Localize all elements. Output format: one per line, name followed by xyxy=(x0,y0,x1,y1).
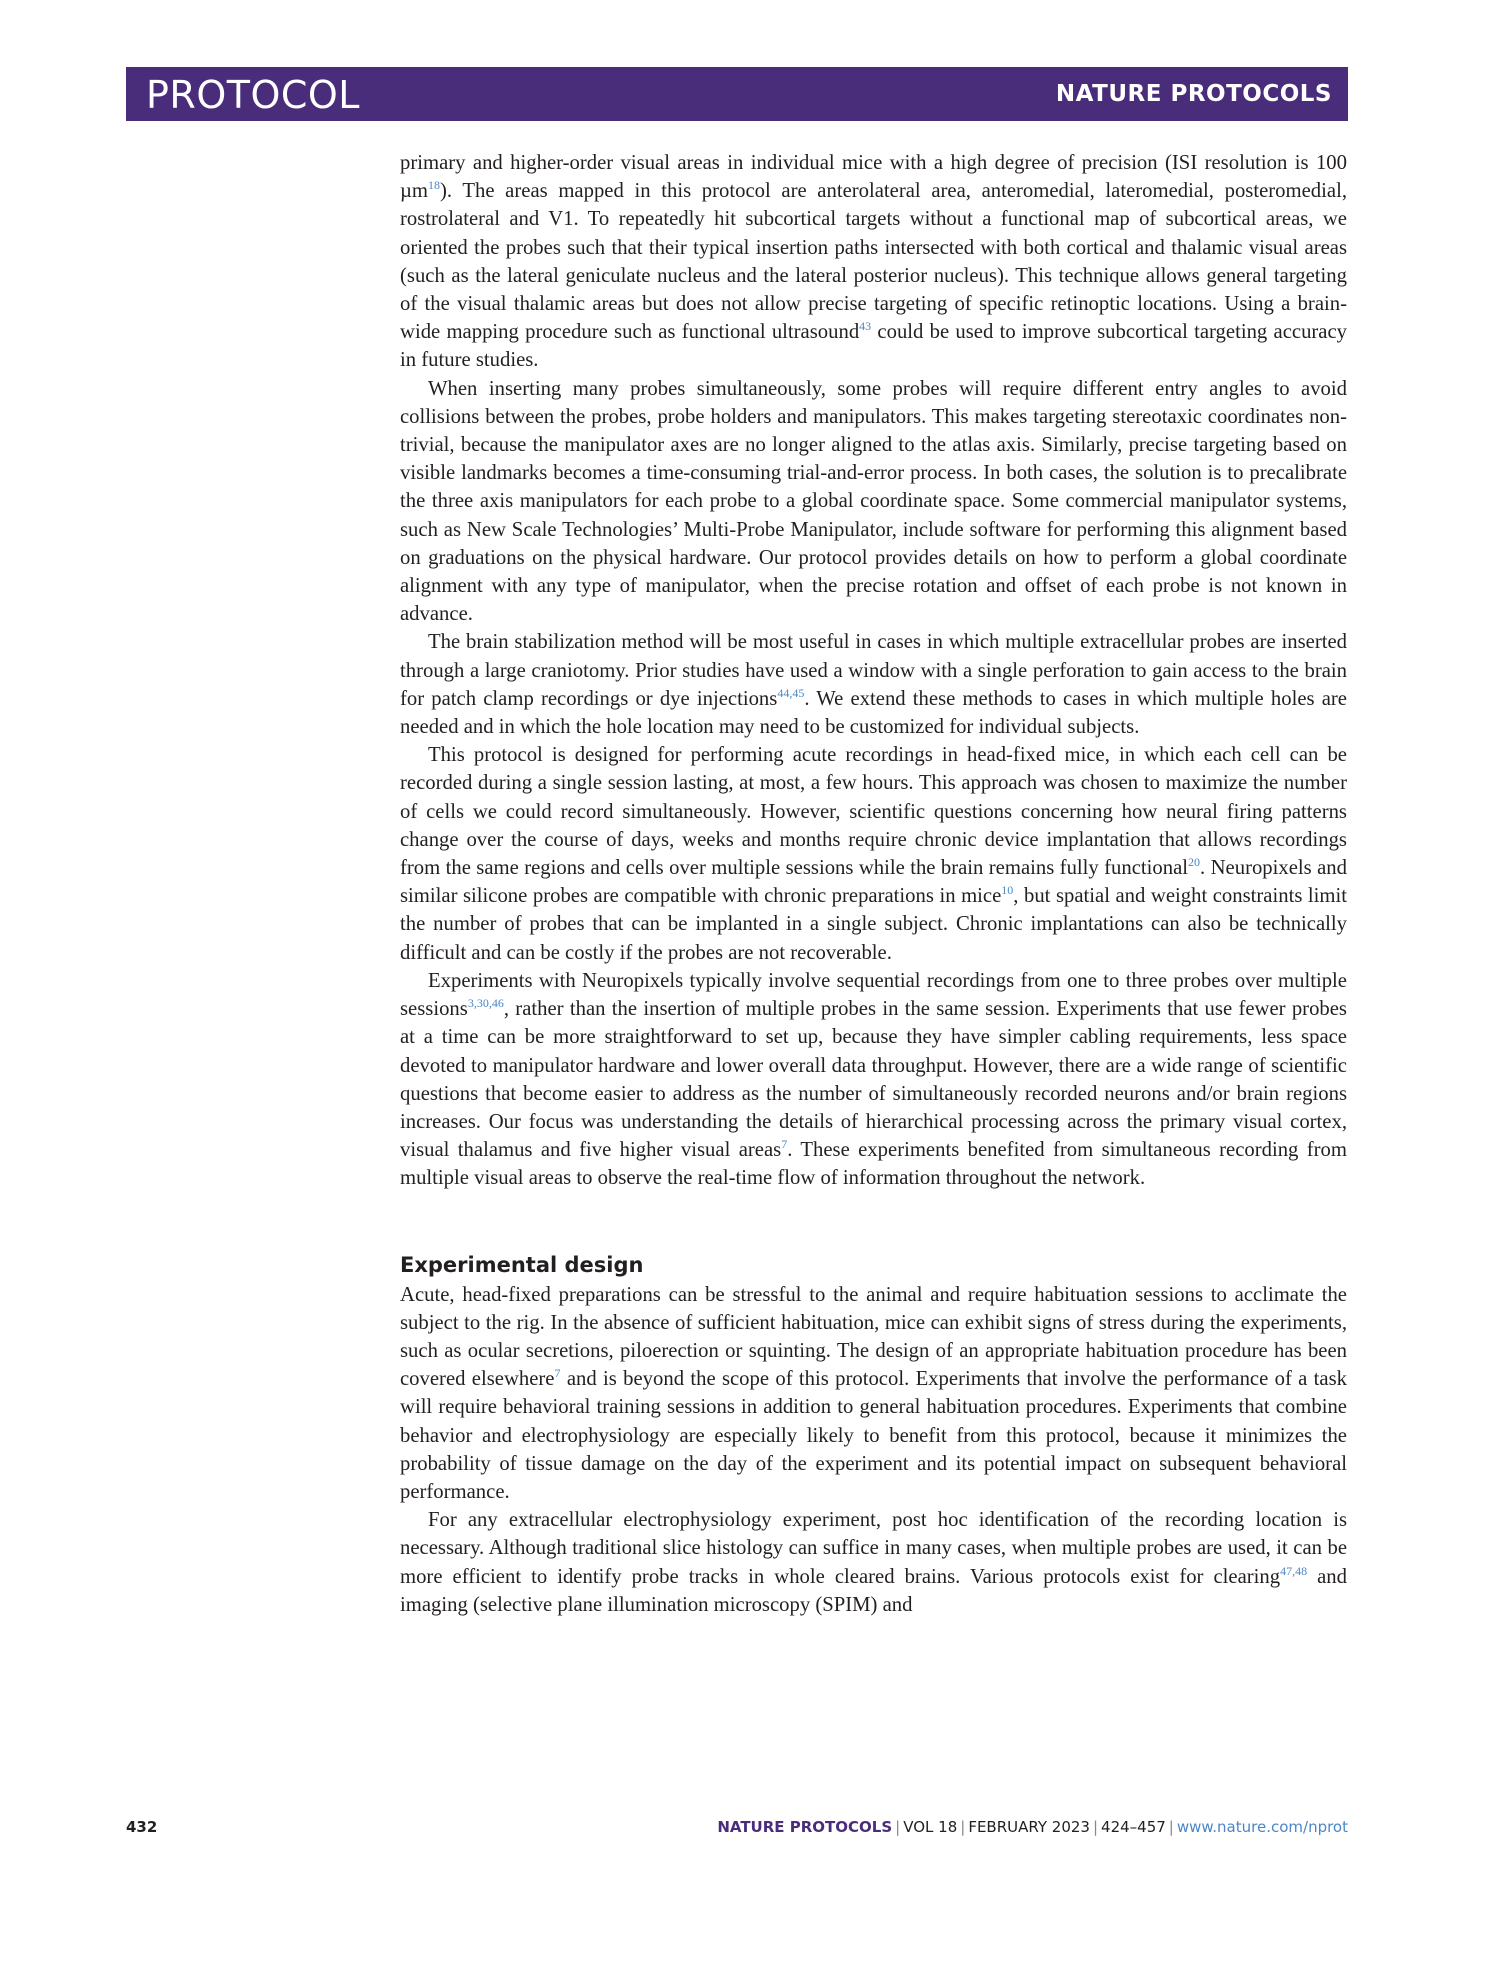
paragraph-text: and is beyond the scope of this protocol. Experiments that involve the performance of a task will require behavioral training sessions in addition to general habituation procedures. Experiments that combine behavior and electrophysiology are especially likely to benefit from this protocol, because it minimizes the probability of tissue damage on the day of the experiment and its potential impact on subsequent behavioral performance. xyxy=(400,1368,1347,1503)
citation-link[interactable]: 47,48 xyxy=(1280,1563,1308,1578)
paragraph xyxy=(400,741,1347,967)
citation-link[interactable]: 20 xyxy=(1188,855,1201,870)
paragraph xyxy=(400,1506,1347,1619)
paragraph-text: , rather than the insertion of multiple probes in the same session. Experiments that use fewer probes at a time can be more straightforward to set up, because they have simpler cabling requirements, less space devoted to manipulator hardware and lower overall data throughput. However, there are a wide range of scientific questions that become easier to address as the number of simultaneously recorded neurons and/or brain regions increases. Our focus was understanding the details of hierarchical processing across the primary visual cortex, visual thalamus and five higher visual areas xyxy=(400,998,1347,1162)
paragraph-text: primary and higher-order visual areas in individual mice with a high degree of precision (ISI resolution is 100 µm xyxy=(400,152,1347,203)
footer-separator: | xyxy=(1092,1818,1099,1836)
article-body xyxy=(400,149,1347,1619)
paragraph-text: The brain stabilization method will be most useful in cases in which multiple extracellular probes are inserted through a large craniotomy. Prior studies have used a window with a single perforation to gain access to the brain for patch clamp recordings or dye injections xyxy=(400,631,1347,710)
paragraph-text: . These experiments benefited from simultaneous recording from multiple visual areas to observe the real-time flow of information throughout the network. xyxy=(400,1139,1347,1190)
footer-separator: | xyxy=(1168,1818,1174,1836)
citation-link[interactable]: 18 xyxy=(428,178,441,193)
footer-volume: VOL 18 xyxy=(903,1818,958,1836)
footer-date: FEBRUARY 2023 xyxy=(968,1818,1090,1836)
journal-name: NATURE PROTOCOLS xyxy=(1055,81,1332,107)
paragraph xyxy=(400,1281,1347,1507)
citation-link[interactable]: 7 xyxy=(554,1366,561,1381)
citation-link[interactable]: 3,30,46 xyxy=(467,996,504,1011)
paragraph-text: . We extend these methods to cases in which multiple holes are needed and in which the hole location may need to be customized for individual subjects. xyxy=(400,687,1347,739)
page-number: 432 xyxy=(126,1818,158,1836)
footer-separator: | xyxy=(960,1818,966,1836)
paragraph-text: This protocol is designed for performing acute recordings in head-fixed mice, in which each cell can be recorded during a single session lasting, at most, a few hours. This approach was chosen to maximize the number of cells we could record simultaneously. However, scientific questions concerning how neural firing patterns change over the course of days, weeks and months require chronic device implantation that allows recordings from the same regions and cells over multiple sessions while the brain remains fully functional xyxy=(400,744,1347,880)
footer-pages: 424–457 xyxy=(1101,1818,1166,1836)
citation-link[interactable]: 7 xyxy=(781,1137,788,1152)
paragraph-text: and imaging (selective plane illumination microscopy (SPIM) and xyxy=(400,1565,1347,1616)
paragraph-text: ). The areas mapped in this protocol are anterolateral area, anteromedial, lateromedial, posteromedial, rostrolateral and V1. To repeatedly hit subcortical targets without a functional map of subcortical areas, we oriented the probes such that their typical insertion paths intersected with both cortical and thalamic visual areas (such as the lateral geniculate nucleus and the lateral posterior nucleus). This technique allows general targeting of the visual thalamic areas but does not allow precise targeting of specific retinoptic locations. Using a brain-wide mapping procedure such as functional ultrasound xyxy=(400,180,1347,344)
footer-citation xyxy=(717,1818,1348,1836)
paragraph xyxy=(400,967,1347,1193)
section-label: PROTOCOL xyxy=(146,73,360,117)
citation-link[interactable]: 43 xyxy=(859,319,872,334)
paragraph-text: Acute, head-fixed preparations can be stressful to the animal and require habituation sessions to acclimate the subject to the rig. In the absence of sufficient habituation, mice can exhibit signs of stress during the experiments, such as ocular secretions, piloerection or squinting. The design of an appropriate habituation procedure has been covered elsewhere xyxy=(400,1283,1347,1391)
section-heading: Experimental design xyxy=(400,1252,644,1277)
footer-journal: NATURE PROTOCOLS xyxy=(717,1818,893,1836)
citation-link[interactable]: 44,45 xyxy=(777,685,805,700)
paragraph xyxy=(400,628,1347,741)
paragraph-text: Experiments with Neuropixels typically involve sequential recordings from one to three probes over multiple sessions xyxy=(400,969,1347,1021)
journal-header-bar xyxy=(126,67,1348,121)
paragraph-text: could be used to improve subcortical targeting accuracy in future studies. xyxy=(400,321,1348,372)
citation-link[interactable]: 10 xyxy=(1001,883,1014,898)
footer-separator: | xyxy=(895,1818,901,1836)
paragraph-text: , but spatial and weight constraints limit the number of probes that can be implanted in a single subject. Chronic implantations can also be technically difficult and can be costly if the probes are not recoverable. xyxy=(400,885,1347,964)
paragraph xyxy=(400,149,1347,375)
paragraph-text: . Neuropixels and similar silicone probes are compatible with chronic preparations in mice xyxy=(400,857,1347,908)
paragraph: When inserting many probes simultaneously, some probes will require different entry angles to avoid collisions between the probes, probe holders and manipulators. This makes targeting stereotaxic coordinates non-trivial, because the manipulator axes are no longer aligned to the atlas axis. Similarly, precise targeting based on visible landmarks becomes a time-consuming trial-and-error process. In both cases, the solution is to precalibrate the three axis manipulators for each probe to a global coordinate space. Some commercial manipulator systems, such as New Scale Technologies’ Multi-Probe Manipulator, include software for performing this alignment based on graduations on the physical hardware. Our protocol provides details on how to perform a global coordinate alignment with any type of manipulator, when the precise rotation and offset of each probe is not known in advance. xyxy=(400,377,1347,626)
paragraph-text: For any extracellular electrophysiology experiment, post hoc identification of the recording location is necessary. Although traditional slice histology can suffice in many cases, when multiple probes are used, it can be more efficient to identify probe tracks in whole cleared brains. Various protocols exist for clearing xyxy=(400,1509,1347,1588)
footer-url-link[interactable]: www.nature.com/nprot xyxy=(1176,1818,1348,1836)
